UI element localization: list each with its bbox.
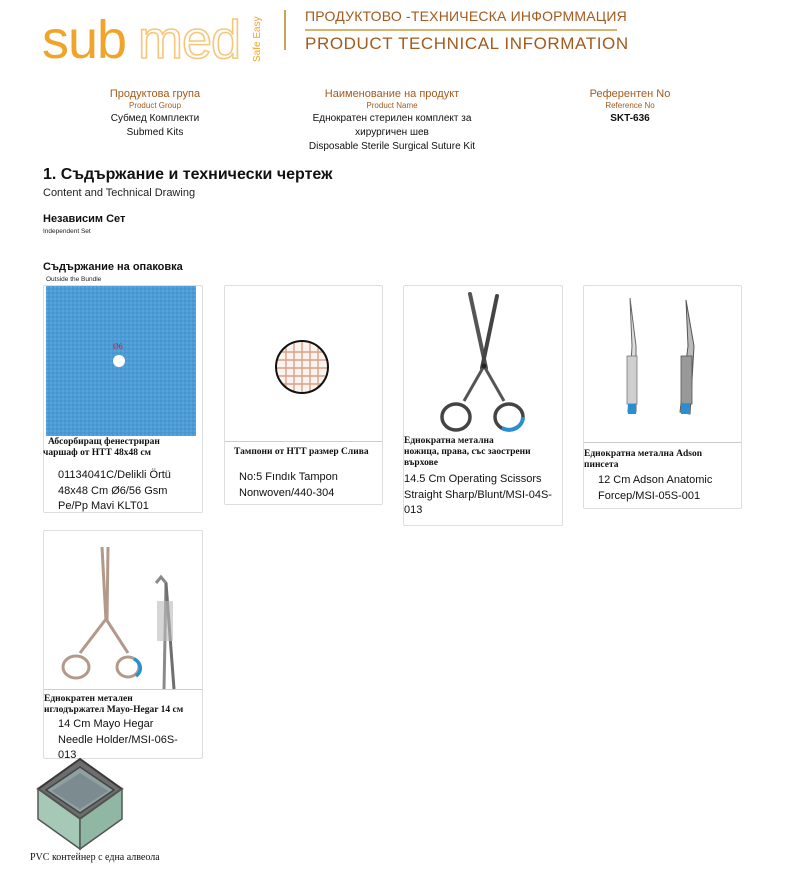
item-caption bbox=[584, 449, 702, 471]
item-card-needle-holder bbox=[43, 530, 203, 759]
desc-line: 14.5 Cm Operating Scissors bbox=[404, 473, 542, 485]
caption-line: Еднократна метална bbox=[404, 436, 494, 446]
item-caption bbox=[404, 436, 531, 469]
logo-med: med bbox=[138, 10, 241, 68]
logo-tagline: Safe Easy bbox=[252, 16, 263, 62]
item-card-forceps bbox=[583, 285, 742, 509]
caption-line: Абсорбиращ фенестриран bbox=[48, 437, 160, 447]
drape-hole-label: Ø6 bbox=[113, 342, 123, 351]
pvc-container-label: PVC контейнер с една алвеола bbox=[30, 852, 160, 863]
product-name bbox=[262, 88, 522, 154]
product-name-sub: Product Name bbox=[366, 101, 418, 110]
item-card-drape bbox=[43, 285, 203, 513]
header-divider bbox=[284, 10, 286, 50]
desc-line: 48x48 Cm Ø6/56 Gsm bbox=[58, 484, 168, 497]
product-group-sub: Product Group bbox=[128, 101, 182, 110]
item-caption bbox=[234, 447, 369, 458]
desc-line: 013 bbox=[404, 504, 423, 516]
item-description bbox=[598, 473, 712, 504]
product-group bbox=[25, 88, 285, 140]
product-group-label: Продуктова група bbox=[109, 88, 201, 100]
product-name-label: Наименование на продукт bbox=[324, 88, 460, 100]
reference-label: Референтен No bbox=[589, 88, 671, 100]
desc-line: Nonwoven/440-304 bbox=[239, 486, 335, 499]
desc-line: Needle Holder/MSI-06S- bbox=[58, 733, 178, 746]
drape-hole bbox=[113, 355, 125, 367]
caption-line: пинсета bbox=[584, 460, 619, 470]
caption-line: иглодържател Mayo-Hegar 14 см bbox=[44, 705, 184, 715]
reference-no bbox=[500, 88, 760, 126]
desc-line: No:5 Fındık Tampon bbox=[239, 471, 338, 483]
caption-line: чаршаф от НТТ 48x48 см bbox=[43, 448, 152, 458]
package-title: Съдържание на опаковка bbox=[43, 261, 183, 273]
item-caption bbox=[43, 437, 160, 459]
reference-value: SKT-636 bbox=[610, 113, 650, 124]
desc-line: Straight Sharp/Blunt/MSI-04S- bbox=[404, 488, 552, 501]
product-name-value-bg-1: Еднократен стерилен комплект за bbox=[312, 113, 472, 124]
caption-line: Еднократна метална Adson bbox=[584, 449, 702, 459]
caption-line: Еднократен метален bbox=[44, 694, 133, 704]
desc-line: 12 Cm Adson Anatomic bbox=[598, 474, 713, 486]
scissors-image bbox=[404, 286, 562, 436]
product-group-value-en: Submed Kits bbox=[126, 127, 184, 138]
forceps-image bbox=[584, 286, 741, 443]
pvc-container-image bbox=[30, 757, 126, 851]
product-name-value-bg-2: хирургичен шев bbox=[355, 127, 429, 138]
caption-line: ножица, права, със заострени bbox=[404, 447, 531, 457]
product-group-value-bg: Субмед Комплекти bbox=[110, 113, 200, 124]
tampon-image bbox=[225, 286, 382, 442]
caption-line: върхове bbox=[404, 458, 438, 468]
title-en: PRODUCT TECHNICAL INFORMATION bbox=[305, 34, 629, 53]
item-card-scissors bbox=[403, 285, 563, 526]
title-underline bbox=[305, 29, 617, 31]
product-name-value-en: Disposable Sterile Surgical Suture Kit bbox=[308, 141, 476, 152]
section-subtitle: Content and Technical Drawing bbox=[43, 187, 196, 199]
section-title: 1. Съдържание и технически чертеж bbox=[43, 166, 333, 183]
desc-line: Forcep/MSI-05S-001 bbox=[598, 489, 701, 502]
drape-image bbox=[44, 286, 202, 436]
desc-line: 013 bbox=[58, 749, 77, 761]
item-description bbox=[58, 468, 171, 515]
submed-logo bbox=[42, 4, 272, 68]
logo-sub: sub bbox=[42, 10, 127, 68]
desc-line: 14 Cm Mayo Hegar bbox=[58, 718, 154, 730]
reference-sub: Reference No bbox=[605, 101, 655, 110]
caption-line: Тампони от НТТ размер Слива bbox=[234, 447, 369, 457]
needle-holder-image bbox=[44, 531, 202, 690]
package-sub: Outside the Bundle bbox=[46, 276, 102, 283]
independent-set-sub: Independent Set bbox=[43, 228, 91, 235]
item-description bbox=[404, 472, 552, 519]
desc-line: Pe/Pp Mavi KLT01 bbox=[58, 500, 149, 512]
item-description bbox=[239, 470, 338, 501]
desc-line: 01134041C/Delikli Örtü bbox=[58, 469, 171, 481]
item-caption bbox=[44, 694, 183, 716]
independent-set-title: Независим Сет bbox=[43, 213, 126, 225]
title-bg: ПРОДУКТОВО -ТЕХНИЧЕСКА ИНФОРММАЦИЯ bbox=[305, 8, 627, 24]
item-card-tampon bbox=[224, 285, 383, 505]
